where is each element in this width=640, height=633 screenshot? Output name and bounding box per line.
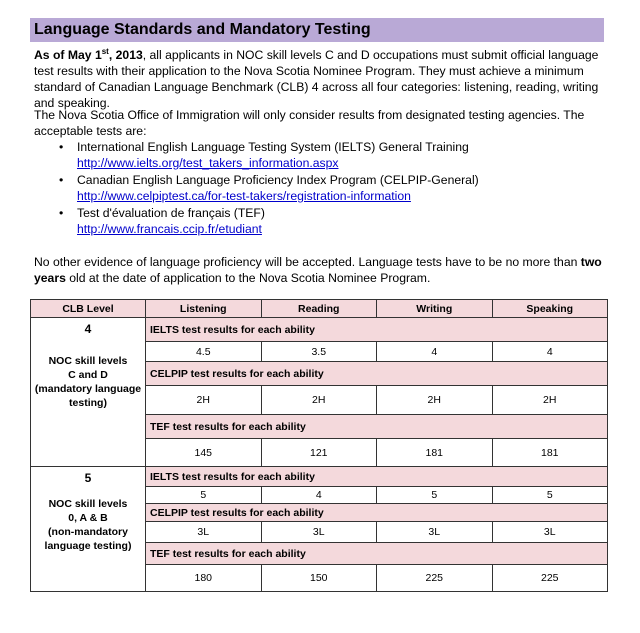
value-cell: 145 [146,439,262,467]
value-cell: 3L [377,522,493,543]
test-name: International English Language Testing System (IELTS) General Training [77,140,469,154]
list-item [34,205,479,237]
value-cell: 5 [146,487,262,504]
value-cell: 181 [377,439,493,467]
noc-line: language testing) [44,540,132,552]
bullet-icon: • [59,173,64,187]
noc-description [31,354,145,410]
section-label: IELTS test results for each ability [146,467,608,487]
value-cell: 3L [492,522,608,543]
table-row [31,467,608,487]
no-other-text: No other evidence of language proficiency will be accepted. Language tests have to be no more than [34,255,581,269]
value-cell: 4 [261,487,377,504]
clb-level-value: 4 [84,322,92,336]
value-cell: 3L [261,522,377,543]
value-cell: 4 [492,342,608,362]
section-label: CELPIP test results for each ability [146,362,608,386]
agencies-paragraph: The Nova Scotia Office of Immigration will only consider results from designated testing agencies. The acceptable tests are: [34,108,585,138]
noc-line: (mandatory language [34,383,142,395]
test-name: Canadian English Language Proficiency Index Program (CELPIP-General) [77,173,479,187]
clb-level-value: 5 [84,471,92,485]
test-name: Test d'évaluation de français (TEF) [77,206,265,220]
value-cell: 121 [261,439,377,467]
page-title: Language Standards and Mandatory Testing [30,18,604,42]
intro-bold-tail: , 2013 [108,48,143,63]
bullet-icon: • [59,206,64,220]
section-label: TEF test results for each ability [146,543,608,565]
test-link[interactable]: http://www.celpiptest.ca/for-test-takers/registration-information [77,189,411,203]
value-cell: 181 [492,439,608,467]
section-label: TEF test results for each ability [146,415,608,439]
intro-bold-lead: As of May 1 [34,48,102,63]
clb-table [30,299,608,592]
intro-bold [34,48,143,62]
intro-bold-sup: st [101,47,109,56]
no-other-tail: old at the date of application to the Nova Scotia Nominee Program. [65,271,431,285]
noc-line: NOC skill levels [48,498,128,510]
no-other-paragraph [34,254,606,286]
header-speaking: Speaking [492,300,608,318]
list-item [34,139,479,171]
noc-line: NOC skill levels [48,355,128,367]
value-cell: 225 [492,565,608,592]
value-cell: 2H [492,386,608,415]
no-other-bold: two years [34,255,602,285]
clb-level-cell [31,467,146,592]
value-cell: 2H [146,386,262,415]
value-cell: 5 [377,487,493,504]
intro-rest: , all applicants in NOC skill levels C and D occupations must submit official language test results with their application to the Nova Scotia Nominee Program. They must achieve a minimum standard of Canadian Language Benchmark (CLB) 4 across all four categories: listening, reading, writing and speaking. [34,48,599,111]
value-cell: 4 [377,342,493,362]
value-cell: 2H [377,386,493,415]
header-reading: Reading [261,300,377,318]
test-link[interactable]: http://www.ielts.org/test_takers_information.aspx [77,156,339,170]
list-item [34,172,479,204]
table-row [31,318,608,342]
noc-line: 0, A & B [68,512,108,524]
noc-line: testing) [69,397,107,409]
noc-line: C and D [68,369,108,381]
value-cell: 180 [146,565,262,592]
table-header-row [31,300,608,318]
value-cell: 2H [261,386,377,415]
value-cell: 150 [261,565,377,592]
header-listening: Listening [146,300,262,318]
value-cell: 5 [492,487,608,504]
tests-list [34,139,479,238]
test-link[interactable]: http://www.francais.ccip.fr/etudiant [77,222,262,236]
bullet-icon: • [59,140,64,154]
value-cell: 4.5 [146,342,262,362]
section-label: CELPIP test results for each ability [146,504,608,522]
intro-paragraph [34,44,606,111]
noc-description [31,497,145,553]
value-cell: 3L [146,522,262,543]
noc-line: (non-mandatory [48,526,128,538]
header-clb-level: CLB Level [31,300,146,318]
value-cell: 225 [377,565,493,592]
header-writing: Writing [377,300,493,318]
section-label: IELTS test results for each ability [146,318,608,342]
clb-level-cell [31,318,146,467]
value-cell: 3.5 [261,342,377,362]
